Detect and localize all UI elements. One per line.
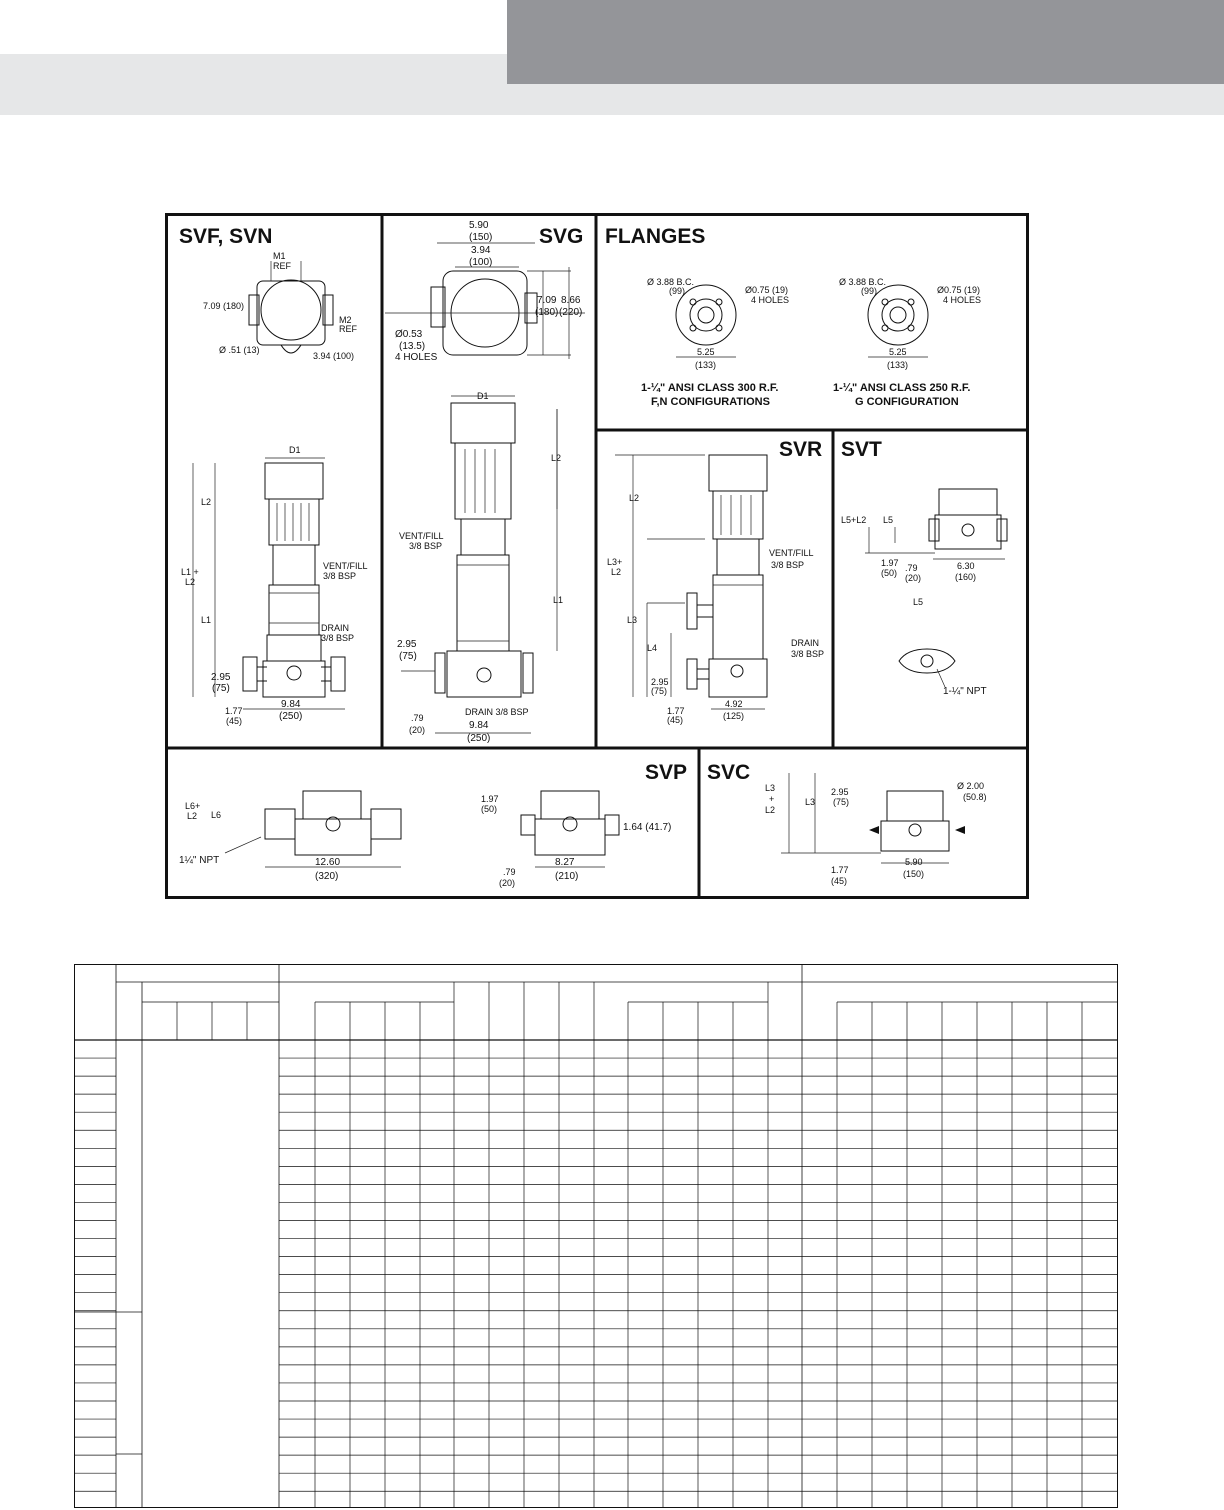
svp-width1: 12.60	[315, 857, 341, 868]
flange2-bc: Ø 3.88 B.C.	[839, 277, 887, 287]
svf-l1-label: L1	[201, 615, 212, 625]
svp-v3m: (20)	[499, 878, 516, 888]
table-cells	[74, 982, 1118, 1508]
svp-v1m: (50)	[481, 804, 498, 814]
flange1-holes-n: 4 HOLES	[751, 295, 790, 305]
panel-svf-svn	[179, 225, 368, 726]
svc-v2: 1.77	[831, 865, 849, 875]
svg-b1m: (75)	[399, 651, 417, 662]
svf-drain-label: DRAIN	[321, 623, 350, 633]
svr-drain-size: 3/8 BSP	[791, 649, 825, 659]
svg-b2: .79	[411, 713, 424, 723]
svf-m2-label: M2	[339, 315, 352, 325]
panel-svt	[841, 438, 1007, 697]
panel-svr	[607, 438, 824, 725]
svr-h2m: (45)	[667, 715, 684, 725]
svg-hole-m: (13.5)	[399, 341, 426, 352]
svg-w2m: (100)	[469, 257, 493, 268]
panel-svg	[385, 220, 585, 744]
svt-width: 6.30	[957, 561, 975, 571]
svf-ref1-label: REF	[273, 261, 291, 271]
flange1-od: 5.25	[697, 347, 715, 357]
flange2-caption-line2: G CONFIGURATION	[855, 396, 959, 408]
svf-l2b-label: L2	[185, 577, 196, 587]
panel-title-svg: SVG	[539, 225, 584, 248]
svg-drain: DRAIN 3/8 BSP	[465, 707, 529, 717]
svg-hole: Ø0.53	[395, 329, 423, 340]
panel-title-svt: SVT	[841, 438, 882, 461]
panel-svp	[179, 761, 687, 888]
svf-h1: 2.95	[211, 672, 231, 683]
svr-l3plus-label: L3+	[607, 557, 623, 567]
panel-svc	[707, 761, 987, 886]
svc-width-m: (150)	[903, 869, 925, 879]
svg-l1-label: L1	[553, 595, 564, 605]
flange2-bc-m: (99)	[861, 286, 878, 296]
svf-m1-label: M1	[273, 251, 286, 261]
flange2-holes: Ø0.75 (19)	[937, 285, 981, 295]
svt-v2m: (20)	[905, 573, 922, 583]
svr-vent-size: 3/8 BSP	[771, 560, 805, 570]
svg-vent-label: VENT/FILL	[399, 531, 444, 541]
svg-h1: 7.09	[537, 295, 557, 306]
svf-h1m: (75)	[212, 683, 230, 694]
panel-title-svr: SVR	[779, 438, 823, 461]
svr-h1m: (75)	[651, 686, 668, 696]
svf-offset-dim: 3.94 (100)	[313, 351, 355, 361]
svr-drain-label: DRAIN	[791, 638, 820, 648]
flange2-caption-line1: 1-¼" ANSI CLASS 250 R.F.	[833, 382, 971, 394]
svr-l2b-label: L2	[611, 567, 622, 577]
svc-v2m: (45)	[831, 876, 848, 886]
dimension-drawings	[165, 213, 1029, 899]
svc-l3-label: L3	[805, 797, 816, 807]
svf-width: 9.84	[281, 699, 301, 710]
svf-l1plus-label: L1 +	[181, 567, 199, 577]
svf-h2: 1.77	[225, 706, 243, 716]
svg-d1-label: D1	[477, 391, 489, 401]
svf-l2-label: L2	[201, 497, 212, 507]
svp-width2-m: (210)	[555, 871, 579, 882]
svg-width: 9.84	[469, 720, 489, 731]
flange1-bc: Ø 3.88 B.C.	[647, 277, 695, 287]
svg-b2m: (20)	[409, 725, 426, 735]
svp-v1: 1.97	[481, 794, 499, 804]
svc-plus: +	[769, 794, 775, 804]
flange1-holes: Ø0.75 (19)	[745, 285, 789, 295]
svf-width-m: (250)	[279, 711, 303, 722]
flange1-bc-m: (99)	[669, 286, 686, 296]
svg-w2: 3.94	[471, 245, 491, 256]
svc-dm: (50.8)	[963, 792, 987, 802]
flange2-od-m: (133)	[887, 360, 909, 370]
svc-l2-label: L2	[765, 805, 776, 815]
table-grid-lines	[74, 964, 1118, 1508]
svp-v2: 1.64 (41.7)	[623, 822, 672, 833]
panel-flanges	[605, 225, 981, 408]
svr-l2-label: L2	[629, 493, 640, 503]
svg-w1m: (150)	[469, 232, 493, 243]
svt-width-m: (160)	[955, 572, 977, 582]
svp-l6-label: L6	[211, 810, 222, 820]
flange1-caption-line1: 1-¼" ANSI CLASS 300 R.F.	[641, 382, 779, 394]
header-band-dark	[507, 0, 1224, 84]
svr-width: 4.92	[725, 699, 743, 709]
svf-drain-size: 3/8 BSP	[321, 633, 355, 643]
flange1-od-m: (133)	[695, 360, 717, 370]
svc-width: 5.90	[905, 857, 923, 867]
svt-v1m: (50)	[881, 568, 898, 578]
svg-h1m: (180)	[535, 307, 559, 318]
svg-holes: 4 HOLES	[395, 352, 438, 363]
svr-l3-label: L3	[627, 615, 638, 625]
svr-vent-label: VENT/FILL	[769, 548, 814, 558]
svr-h2: 1.77	[667, 706, 685, 716]
svp-l6l2-b: L2	[187, 811, 198, 821]
flange2-holes-n: 4 HOLES	[943, 295, 982, 305]
svt-l5l2-label: L5+L2	[841, 515, 867, 525]
panel-title-svc: SVC	[707, 761, 751, 784]
svf-vent-size: 3/8 BSP	[323, 571, 357, 581]
svr-h1: 2.95	[651, 677, 669, 687]
svt-v1: 1.97	[881, 558, 899, 568]
svc-d: Ø 2.00	[957, 781, 985, 791]
svf-h2m: (45)	[226, 716, 243, 726]
svt-npt-label: 1-¼" NPT	[943, 686, 987, 697]
svg-width-m: (250)	[467, 733, 491, 744]
flange1-caption-line2: F,N CONFIGURATIONS	[651, 396, 770, 408]
flange2-od: 5.25	[889, 347, 907, 357]
dimension-table-grid	[74, 964, 1118, 1508]
svc-v1: 2.95	[831, 787, 849, 797]
panel-title-svf-svn: SVF, SVN	[179, 225, 273, 248]
svg-h2m: (220)	[559, 307, 583, 318]
svf-ref2-label: REF	[339, 324, 357, 334]
svf-top-dim: 7.09 (180)	[203, 301, 245, 311]
panel-title-flanges: FLANGES	[605, 225, 706, 248]
svg-l2-label: L2	[551, 453, 562, 463]
svr-l4-label: L4	[647, 643, 658, 653]
svp-width1-m: (320)	[315, 871, 339, 882]
svt-l5-label: L5	[883, 515, 894, 525]
svp-width2: 8.27	[555, 857, 575, 868]
svp-v3: .79	[503, 867, 516, 877]
svf-hole-dim: Ø .51 (13)	[219, 345, 260, 355]
svc-l3a-label: L3	[765, 783, 776, 793]
svt-v2: .79	[905, 563, 918, 573]
svt-l5b-label: L5	[913, 597, 924, 607]
svf-d1-label: D1	[289, 445, 301, 455]
svg-w1: 5.90	[469, 220, 489, 231]
svp-npt-label: 1¼" NPT	[179, 855, 220, 866]
svp-l6l2-a: L6+	[185, 801, 201, 811]
panel-title-svp: SVP	[645, 761, 688, 784]
svc-v1m: (75)	[833, 797, 850, 807]
svr-width-m: (125)	[723, 711, 745, 721]
svg-vent-size: 3/8 BSP	[409, 541, 443, 551]
svg-b1: 2.95	[397, 639, 417, 650]
svg-h2: 8.66	[561, 295, 581, 306]
svf-vent-label: VENT/FILL	[323, 561, 368, 571]
